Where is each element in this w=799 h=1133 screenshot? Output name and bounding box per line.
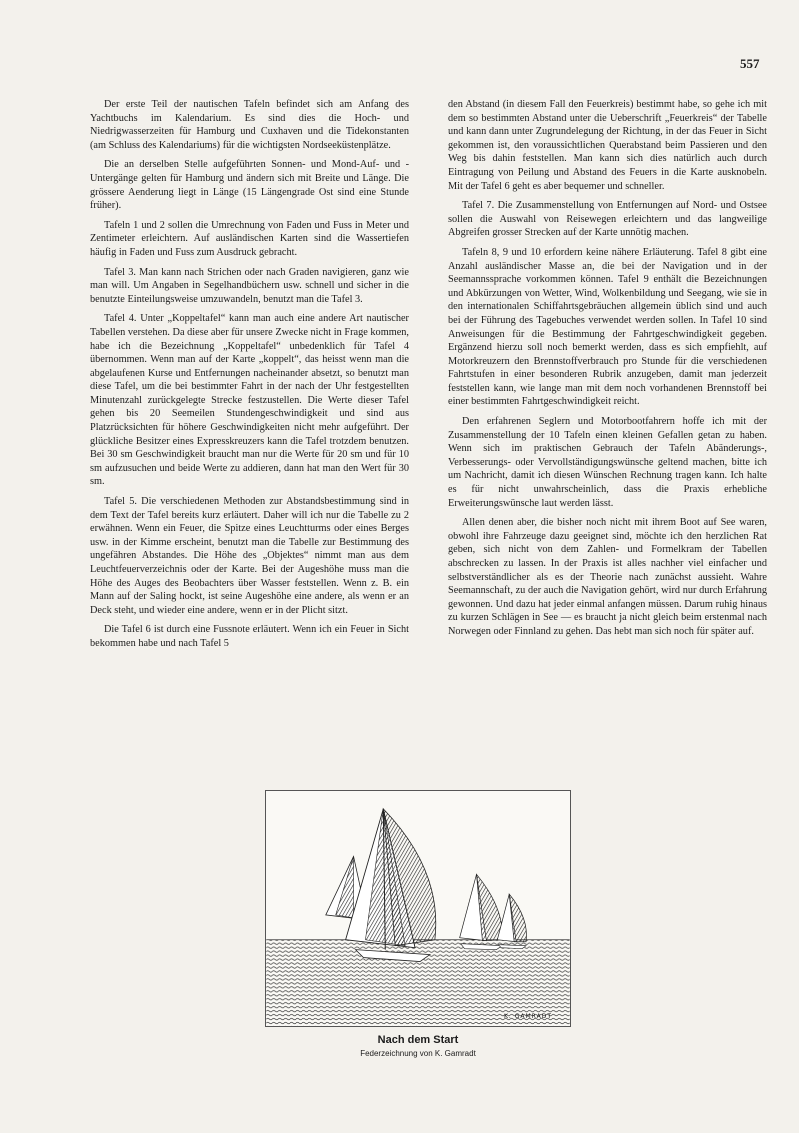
paragraph: Tafel 3. Man kann nach Strichen oder nach Graden navigieren, ganz wie man will. Um Angaben in Segelhandbüchern usw. schnell und sicher in die benutzte Einteilungsweise umzuwandeln, benutzt man die Tafel 3. bbox=[90, 266, 409, 305]
paragraph: Allen denen aber, die bisher noch nicht mit ihrem Boot auf See waren, obwohl ihre Fahrzeuge dazu geeignet sind, möchte ich den herzlichen Rat geben, sich nicht von dem Zahlen- und Formelkram der Tabellen abschrecken zu lassen. In der Praxis ist alles nachher viel einfacher und selbstverständlicher als es der Theorie nach zunächst aussieht. Wahre Seemannschaft, zu der auch die Navigation gehört, wird nur durch Erfahrung gewonnen. Und dazu hat jeder einmal anfangen müssen. Darum ruhig hinaus zu kurzen Schlägen in See — es braucht ja nicht gleich beim erstenmal nach Norwegen oder Finnland zu gehen. Das hebt man sich noch für später auf. bbox=[448, 517, 767, 637]
article-body bbox=[90, 98, 767, 758]
paragraph: Tafeln 8, 9 und 10 erfordern keine nähere Erläuterung. Tafel 8 gibt eine Anzahl ausländischer Masse an, die bei der Navigation und in der Seemannssprache vorkommen können. Tafel 9 enthält die Bezeichnungen und Abkürzungen von Wetter, Wind, Wolkenbildung und Seegang, wie sie in den internationalen Schiffahrtsgebräuchen allgemein üblich sind und auch bei der Führung des Tagebuches verwendet werden sollen. In Tafel 10 sind Anweisungen für die Bestimmung der Fahrtgeschwindigkeit gegeben. Ergänzend hierzu soll noch bemerkt werden, dass es sich empfiehlt, auf Motorkreuzern den Brennstoffverbrauch pro Stunde für die verschiedenen Fahrtstufen in einer besonderen Rubrik anzugeben, damit man jederzeit feststellen kann, wie lange man mit dem noch vorhandenen Brennstoff bei einer bestimmten Fahrtgeschwindigkeit reicht. bbox=[448, 246, 767, 408]
artist-signature: K. GAMRADT bbox=[504, 1013, 552, 1020]
paragraph: Tafeln 1 und 2 sollen die Umrechnung von Faden und Fuss in Meter und Zentimeter erleichtern. Auf ausländischen Karten sind die Wassertiefen häufig in Faden und Fuss zum Ausdruck gebracht. bbox=[90, 219, 409, 258]
left-column bbox=[90, 98, 409, 758]
paragraph: Tafel 5. Die verschiedenen Methoden zur Abstandsbestimmung sind in dem Text der Tafel bereits kurz erläutert. Daher will ich nur die Tabelle zu 2 erwähnen. Wenn ein Feuer, die Spitze eines Leuchtturms oder eines Berges usw. in der Kimme erscheint, benutzt man die Tabelle zur Bestimmung des ungefähren Abstandes. Die Höhe des „Objektes“ nimmt man aus dem Leuchtfeuerverzeichnis oder der Karte. Bei der Augeshöhe muss man die Höhe des Auges des Beobachters über Wasser feststellen. Wenn z. B. ein Mann auf der Saling hockt, ist seine Augeshöhe eine andere, als wenn er an Deck steht, und wieder eine andere, wenn er in der Plicht sitzt. bbox=[90, 496, 409, 616]
figure-caption-credit: Federzeichnung von K. Gamradt bbox=[360, 1049, 476, 1058]
sailboat-illustration bbox=[265, 790, 571, 1027]
paragraph: Die an derselben Stelle aufgeführten Sonnen- und Mond-Auf- und -Untergänge gelten für Hamburg und ändern sich mit Breite und Länge. Die grössere Aenderung liegt in Länge (15 Längengrade Ost sind eine Stunde früher). bbox=[90, 159, 409, 212]
paragraph: Tafel 7. Die Zusammenstellung von Entfernungen auf Nord- und Ostsee sollen die Auswahl von Reisewegen erleichtern und das langweilige Abgreifen grosser Strecken auf der Karte unnötig machen. bbox=[448, 200, 767, 239]
paragraph: Die Tafel 6 ist durch eine Fussnote erläutert. Wenn ich ein Feuer in Sicht bekommen habe und nach Tafel 5 bbox=[90, 624, 409, 649]
figure-caption-title: Nach dem Start bbox=[377, 1034, 459, 1046]
paragraph: Der erste Teil der nautischen Tafeln befindet sich am Anfang des Yachtbuchs im Kalendarium. Es sind dies die Hoch- und Niedrigwasserzeiten für Hamburg und Cuxhaven und die Tidekonstanten (am Schluss des Kalendariums) für die wichtigsten Nordseeküstenplätze. bbox=[90, 99, 409, 151]
paragraph: den Abstand (in diesem Fall den Feuerkreis) bestimmt habe, so gehe ich mit dem so bestimmten Abstand unter die Ueberschrift „Feuerkreis“ der Tabelle und kann dann unter Zugrundelegung der Richtung, in der das Feuer in Sicht gekommen ist, den voraussichtlichen Querabstand beim Passieren und den Weg bis dahin feststellen. Man kann sich dies natürlich auch durch Eintragung von Peilung und Abstand des Feuers in die Karte ausknobeln. Mit der Tafel 6 geht es aber bequemer und schneller. bbox=[448, 99, 767, 192]
paragraph: Tafel 4. Unter „Koppeltafel“ kann man auch eine andere Art nautischer Tabellen verstehen. Da diese aber für unsere Zwecke nicht in Frage kommen, habe ich die Bezeichnung „Koppeltafel“ unbedenklich für Tafel 4 übernommen. Wenn man auf der Karte „koppelt“, das heisst wenn man die abgelaufenen Kurse und Entfernungen nacheinander absetzt, so benutzt man diese Tafel, um die bei bestimmter Fahrt in der nach der Uhr festgestellten Minutenzahl zurückgelegte Strecke festzustellen. Die Werte dieser Tafel gehen bis 20 Seemeilen Stundengeschwindigkeit und sind aus Platzrücksichten für höhere Geschwindigkeiten nicht mehr aufgeführt. Der glückliche Besitzer eines Expresskreuzers kann die Tafel trotzdem benutzen. Bei 30 sm Geschwindigkeit braucht man nur die Werte für 20 sm und für 10 sm aufzusuchen und beide Werte zu addieren, dann hat man den Wert für 30 sm. bbox=[90, 313, 409, 488]
page-number: 557 bbox=[740, 56, 760, 71]
sailboat-drawing bbox=[266, 791, 570, 1026]
paragraph: Den erfahrenen Seglern und Motorbootfahrern hoffe ich mit der Zusammenstellung der 10 Tafeln einen kleinen Gefallen getan zu haben. Wenn sich im praktischen Gebrauch der Tafeln Abänderungs-, Verbesserungs- oder Vervollständigungswünsche geltend machen, bitte ich um Nachricht, damit ich diesen Wünschen Rechnung tragen kann. Ich halte es für nicht unwahrscheinlich, dass die Praxis erhebliche Erweiterungswünsche laut werden lässt. bbox=[448, 416, 767, 509]
right-column bbox=[448, 98, 767, 758]
